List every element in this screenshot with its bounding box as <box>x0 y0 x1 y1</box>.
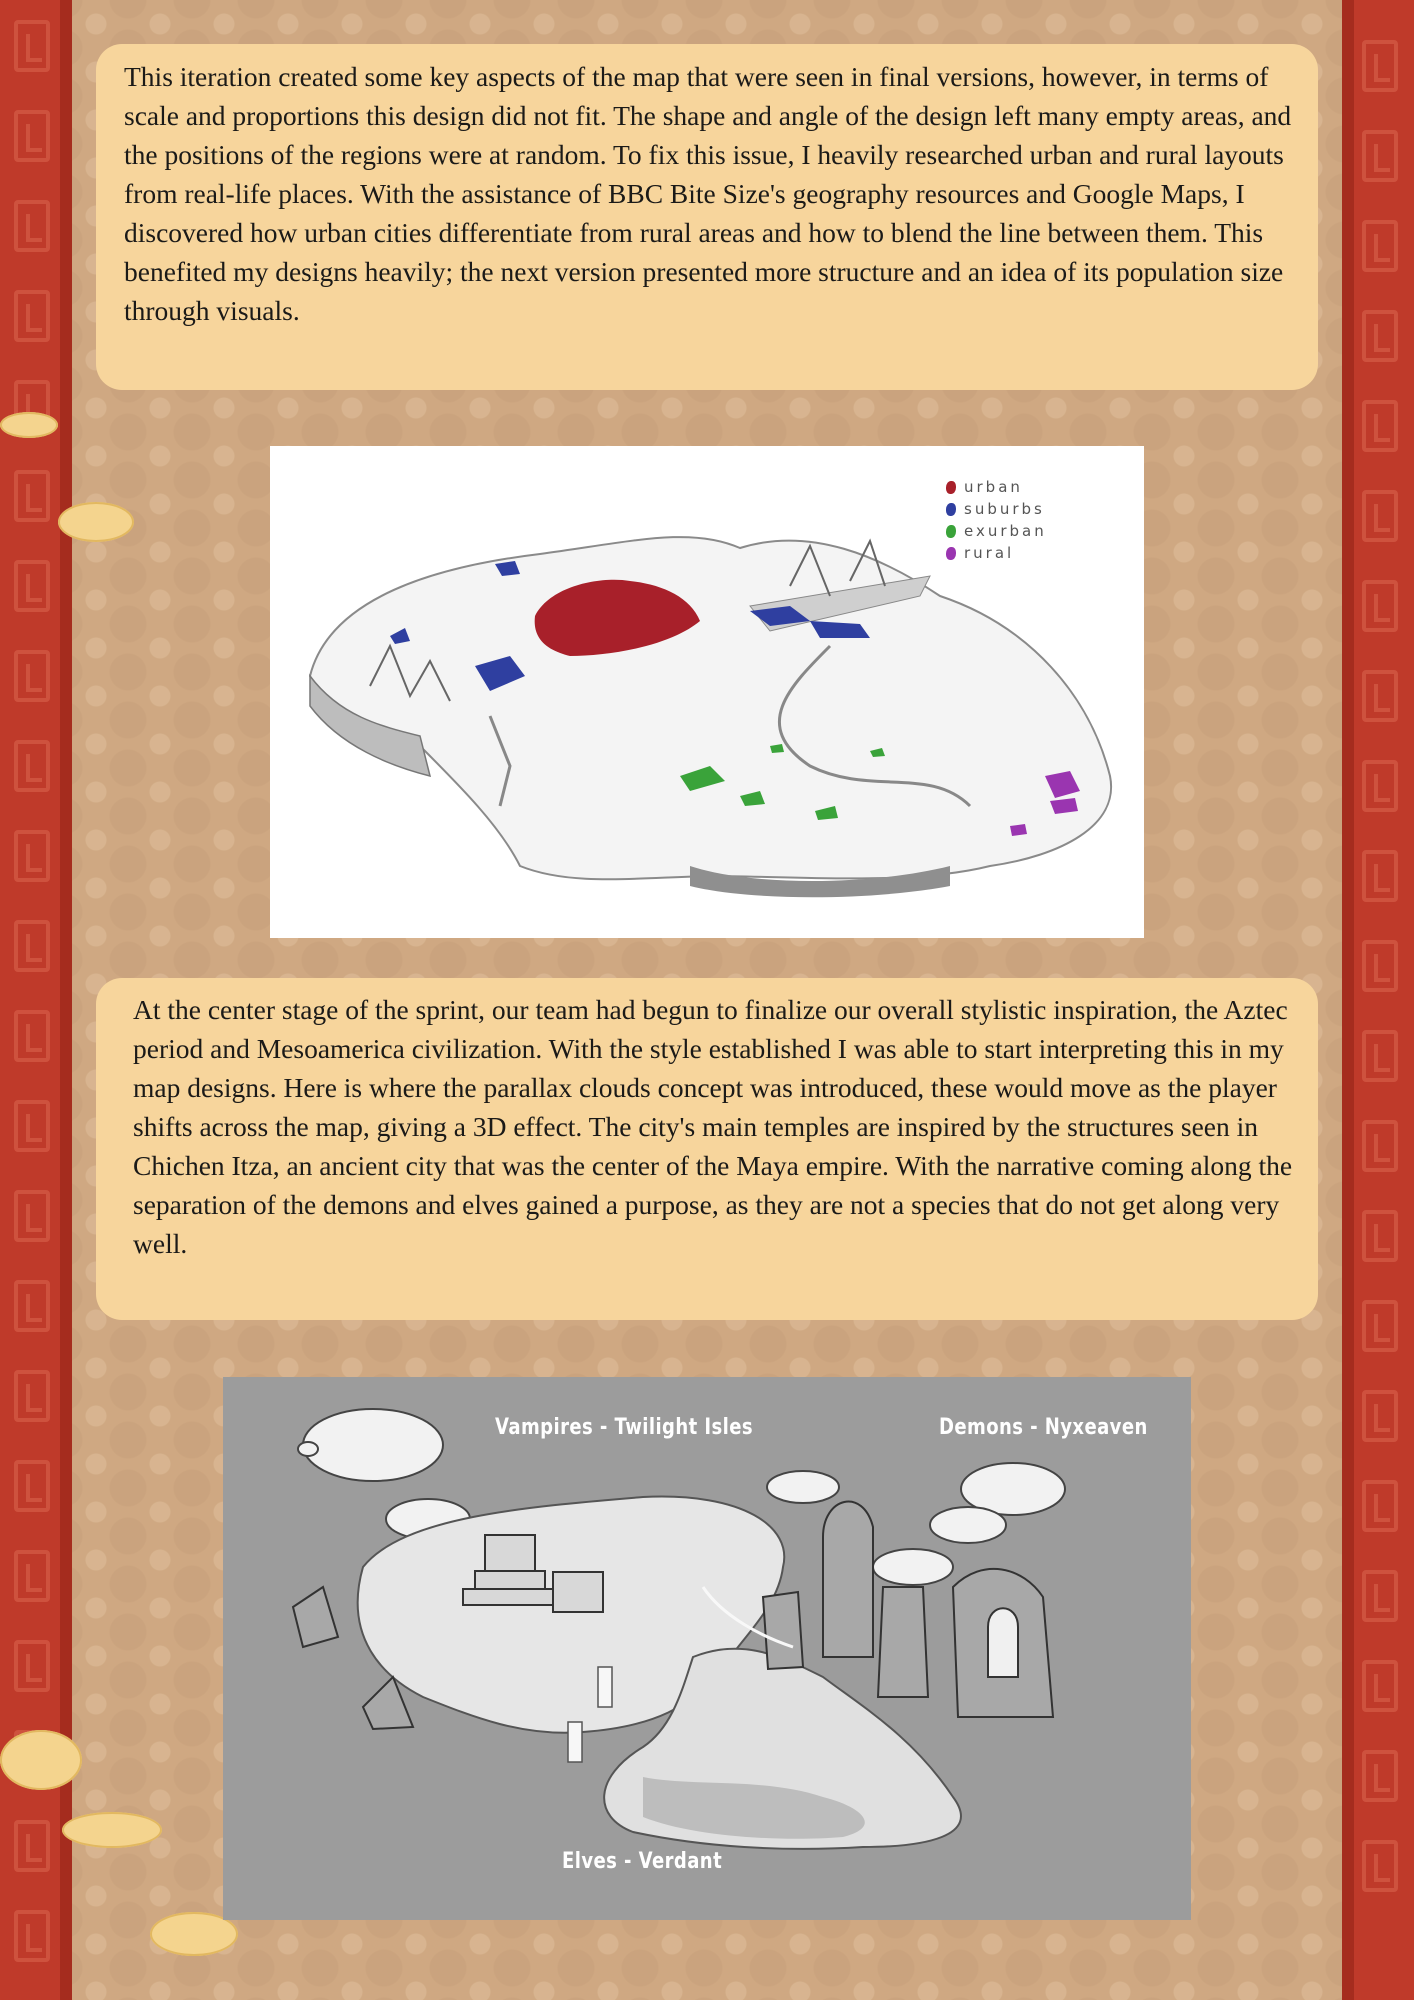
label-vampires: Vampires - Twilight Isles <box>495 1415 754 1440</box>
exurban-swatch-icon <box>946 525 956 538</box>
legend-label: exurban <box>964 522 1047 540</box>
legend-item-exurban <box>946 520 1047 542</box>
label-demons: Demons - Nyxeaven <box>939 1415 1148 1440</box>
legend-label: urban <box>964 478 1023 496</box>
legend-item-suburbs <box>946 498 1047 520</box>
text-panel-2 <box>96 978 1318 1320</box>
text-panel-1 <box>96 44 1318 390</box>
paragraph-iteration: This iteration created some key aspects of the map that were seen in final versions, however, in terms of scale and proportions this design did not fit. The shape and angle of the design left many empty areas, and the positions of the regions were at random. To fix this issue, I heavily researched urban and rural layouts from real-life places. With the assistance of BBC Bite Size's geography resources and Google Maps, I discovered how urban cities differentiate from rural areas and how to blend the line between them. This benefited my designs heavily; the next version presented more structure and an idea of its population size through visuals. <box>124 61 1292 326</box>
legend-item-urban <box>946 476 1047 498</box>
right-decorative-border <box>1342 0 1414 2000</box>
rural-swatch-icon <box>946 547 956 560</box>
map-sketch-kingdoms-image <box>223 1377 1191 1920</box>
urban-swatch-icon <box>946 481 956 494</box>
map-sketch-kingdoms-drawing <box>223 1377 1191 1920</box>
label-elves: Elves - Verdant <box>562 1849 723 1874</box>
suburbs-swatch-icon <box>946 503 956 516</box>
paragraph-center-stage: At the center stage of the sprint, our team had begun to finalize our overall stylistic inspiration, the Aztec period and Mesoamerica civilization. With the style established I was able to start interpreting this in my map designs. Here is where the parallax clouds concept was introduced, these would move as the player shifts across the map, giving a 3D effect. The city's main temples are inspired by the structures seen in Chichen Itza, an ancient city that was the center of the Maya empire. With the narrative coming along the separation of the demons and elves gained a purpose, as they are not a species that do not get along very well. <box>133 994 1293 1259</box>
legend-label: rural <box>964 544 1015 562</box>
left-decorative-border <box>0 0 72 2000</box>
map-legend <box>946 476 1047 564</box>
legend-item-rural <box>946 542 1047 564</box>
map-sketch-regions-image <box>270 446 1144 938</box>
legend-label: suburbs <box>964 500 1045 518</box>
